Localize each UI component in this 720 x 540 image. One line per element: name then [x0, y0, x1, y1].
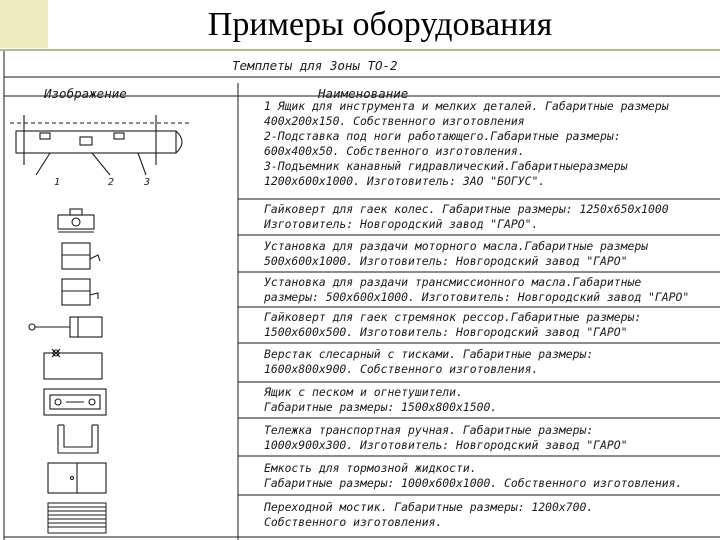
hand-cart-icon [56, 423, 100, 455]
row-line: 500х600х1000. Изготовитель: Новгородский завод "ГАРО" [264, 254, 628, 268]
equipment-row [264, 423, 720, 453]
row-line: Емкость для тормозной жидкости. [264, 461, 477, 475]
row-line: Габаритные размеры: 1500х800х1500. [264, 400, 498, 414]
equipment-row [264, 310, 720, 340]
equipment-row [264, 239, 720, 269]
transmission-oil-dispenser-icon [58, 277, 104, 307]
workbench-vise-icon [42, 347, 104, 381]
equipment-row [264, 347, 720, 377]
row-line: 1000х900х300. Изготовитель: Новгородский завод "ГАРО" [264, 438, 628, 452]
equipment-row [264, 202, 720, 232]
nutrunner-icon [56, 207, 100, 235]
row-line: Ящик с песком и огнетушители. [264, 385, 463, 399]
row-line: Изготовитель: Новгородский завод "ГАРО". [264, 217, 539, 231]
motor-oil-dispenser-icon [58, 241, 104, 271]
equipment-row [264, 500, 720, 530]
callout-2: 2 [108, 177, 115, 188]
row-line: 3-Подъемник канавный гидравлический.Габаритныеразмеры [264, 159, 628, 173]
row-line: 1600х800х900. Собственного изготовления. [264, 362, 539, 376]
row-line: Габаритные размеры: 1000х600х1000. Собственного изготовления. [264, 476, 683, 490]
equipment-row [264, 99, 720, 189]
row-line: 600х400х50. Собственного изготовления. [264, 144, 525, 158]
row-line: 2-Подставка под ноги работающего.Габаритные размеры: [264, 129, 621, 143]
row-line: 1 Ящик для инструмента и мелких деталей. Габаритные размеры [264, 99, 669, 113]
row-line: размеры: 500х600х1000. Изготовитель: Новгородский завод "ГАРО" [264, 290, 690, 304]
equipment-row [264, 275, 720, 305]
row-line: Гайковерт для гаек колес. Габаритные размеры: 1250х650х1000 [264, 202, 669, 216]
row-line: 1200х600х1000. Изготовитель: ЗАО "БОГУС". [264, 174, 546, 188]
tire-inflator-icon [26, 313, 106, 341]
column-header-name: Наименование [318, 86, 409, 101]
row-line: Собственного изготовления. [264, 515, 443, 529]
callout-3: 3 [144, 177, 151, 188]
drawing-sheet [0, 51, 720, 540]
title-decoration-square [0, 0, 48, 48]
sand-box-extinguisher-icon [42, 387, 108, 417]
multi-item-assembly-icon [10, 115, 190, 195]
equipment-row [264, 385, 720, 415]
row-line: 400х200х150. Собственного изготовления [264, 114, 525, 128]
drawing-title: Темплеты для Зоны ТО-2 [232, 58, 398, 73]
equipment-row [264, 461, 720, 491]
row-line: Гайковерт для гаек стремянок рессор.Габаритные размеры: [264, 310, 642, 324]
row-line: Установка для раздачи трансмиссионного масла.Габаритные [264, 275, 642, 289]
slide-title: Примеры оборудования [207, 6, 553, 43]
row-line: Установка для раздачи моторного масла.Габаритные размеры [264, 239, 649, 253]
brake-fluid-container-icon [46, 461, 108, 495]
transition-bridge-icon [46, 501, 108, 535]
row-line: 1500х600х500. Изготовитель: Новгородский завод "ГАРО" [264, 325, 628, 339]
row-line: Верстак слесарный с тисками. Габаритные размеры: [264, 347, 594, 361]
row-line: Переходной мостик. Габаритные размеры: 1200х700. [264, 500, 594, 514]
callout-1: 1 [54, 177, 61, 188]
column-header-image: Изображение [44, 86, 127, 101]
row-line: Тележка транспортная ручная. Габаритные размеры: [264, 423, 594, 437]
